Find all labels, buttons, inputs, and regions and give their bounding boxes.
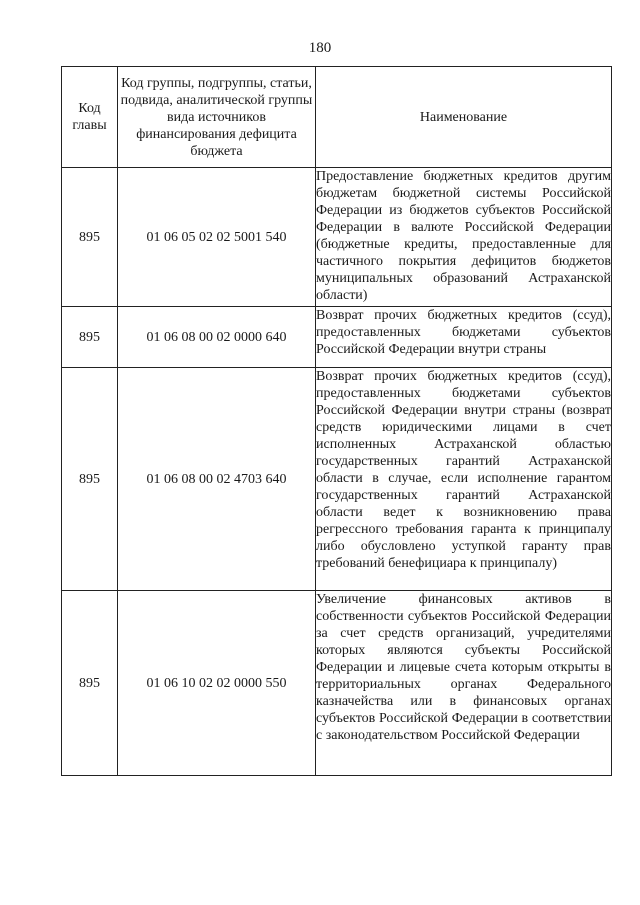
cell-chapter-code: 895 (62, 307, 118, 368)
cell-group-code: 01 06 10 02 02 0000 550 (118, 591, 316, 776)
cell-name: Возврат прочих бюджетных кредитов (ссуд), предоставленных бюджетами субъектов Российской Федерации внутри страны (возврат средств юридическими лицами в счет исполненных Астраханской областью государственных гарантий Астраханской области в случае, если исполнение гарантом государственных гарантий Астраханской области ведет к возникновению права регрессного требования гаранта к принципалу либо обусловлено уступкой гаранту прав требований бенефициара к принципалу) (316, 368, 612, 591)
table-row (62, 307, 612, 368)
page-number: 180 (308, 40, 332, 56)
cell-group-code: 01 06 08 00 02 4703 640 (118, 368, 316, 591)
cell-name: Увеличение финансовых активов в собственности субъектов Российской Федерации за счет средств организаций, учредителями которых являются субъекты Российской Федерации и лицевые счета которым открыты в территориальных органах Федерального казначейства или в финансовых органах субъектов Российской Федерации в соответствии с законодательством Российской Федерации (316, 591, 612, 776)
cell-group-code: 01 06 08 00 02 0000 640 (118, 307, 316, 368)
table-row (62, 168, 612, 307)
cell-chapter-code: 895 (62, 168, 118, 307)
header-chapter-code: Код главы (62, 67, 118, 168)
budget-sources-table (61, 66, 612, 776)
cell-name: Предоставление бюджетных кредитов другим бюджетам бюджетной системы Российской Федерации из бюджетов субъектов Российской Федерации в валюте Российской Федерации (бюджетные кредиты, предоставленные для частичного покрытия дефицитов бюджетов муниципальных образований Астраханской области) (316, 168, 612, 307)
header-group-code: Код группы, подгруппы, статьи, подвида, аналитической группы вида источников финансирования дефицита бюджета (118, 67, 316, 168)
table-header-row (62, 67, 612, 168)
cell-chapter-code: 895 (62, 591, 118, 776)
table-row (62, 368, 612, 591)
cell-name: Возврат прочих бюджетных кредитов (ссуд), предоставленных бюджетами субъектов Российской Федерации внутри страны (316, 307, 612, 368)
table-row (62, 591, 612, 776)
cell-group-code: 01 06 05 02 02 5001 540 (118, 168, 316, 307)
cell-chapter-code: 895 (62, 368, 118, 591)
header-name: Наименование (316, 67, 612, 168)
